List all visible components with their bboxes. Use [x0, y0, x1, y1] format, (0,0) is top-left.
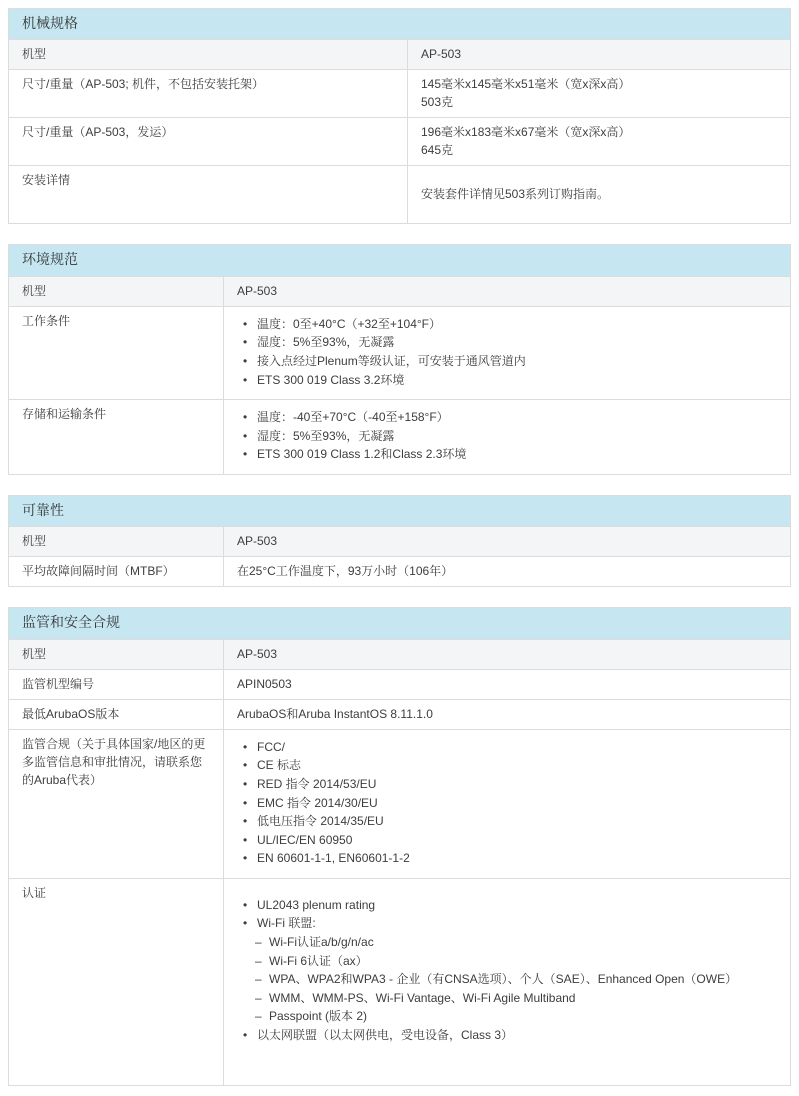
table-row [9, 556, 790, 586]
row-label: 认证 [9, 879, 224, 1085]
row-label: 平均故障间隔时间（MTBF） [9, 557, 224, 586]
bullet-item: • 温度：-40至+70°C（-40至+158°F） [243, 408, 778, 427]
row-value: AP-503 [421, 47, 462, 62]
spec-table-reliability [8, 495, 791, 587]
row-label: 尺寸/重量（AP-503，发运） [9, 118, 408, 165]
row-label: 监管机型编号 [9, 670, 224, 699]
section-title-mechanical: 机械规格 [9, 9, 790, 39]
table-row [9, 729, 790, 878]
spec-table-regulatory [8, 607, 791, 1085]
bullet-item: • EN 60601-1-1, EN60601-1-2 [243, 849, 778, 868]
bullet-item: • 低电压指令 2014/35/EU [243, 812, 778, 831]
row-label: 最低ArubaOS版本 [9, 700, 224, 729]
section-title-regulatory: 监管和安全合规 [9, 608, 790, 638]
bullet-item: • ETS 300 019 Class 1.2和Class 2.3环境 [243, 445, 778, 464]
row-value [224, 307, 790, 399]
row-label: 安装详情 [9, 166, 408, 223]
row-label: 监管合规（关于具体国家/地区的更多监管信息和审批情况，请联系您的Aruba代表） [9, 730, 224, 878]
bullet-item: • 湿度：5%至93%，无凝露 [243, 333, 778, 352]
table-row [9, 526, 790, 556]
section-title-reliability: 可靠性 [9, 496, 790, 526]
row-value [224, 400, 790, 474]
spec-table-environmental [8, 244, 791, 475]
row-value: AP-503 [237, 283, 278, 298]
value-line: 145毫米x145毫米x51毫米（宽x深x高） [421, 77, 631, 92]
table-row [9, 878, 790, 1085]
table-row [9, 69, 790, 117]
table-row [9, 669, 790, 699]
bullet-item: • 湿度：5%至93%，无凝露 [243, 427, 778, 446]
row-label: 机型 [9, 527, 224, 556]
row-value [408, 70, 790, 117]
bullet-item: • RED 指令 2014/53/EU [243, 775, 778, 794]
row-label: 机型 [9, 277, 224, 306]
bullet-item: • CE 标志 [243, 756, 778, 775]
sub-bullet-item: – Wi-Fi 6认证（ax） [243, 952, 778, 971]
bullet-item: • UL/IEC/EN 60950 [243, 831, 778, 850]
table-row [9, 639, 790, 669]
value-line: 196毫米x183毫米x67毫米（宽x深x高） [421, 125, 631, 140]
row-value: 安装套件详情见503系列订购指南。 [421, 187, 610, 202]
bullet-item: • 以太网联盟（以太网供电，受电设备，Class 3） [243, 1026, 778, 1045]
row-value: AP-503 [237, 534, 278, 549]
bullet-item: • 接入点经过Plenum等级认证，可安装于通风管道内 [243, 352, 778, 371]
bullet-item: • FCC/ [243, 738, 778, 757]
row-label: 工作条件 [9, 307, 224, 399]
bullet-item: • Wi-Fi 联盟: [243, 914, 778, 933]
row-value [224, 730, 790, 878]
section-title-environmental: 环境规范 [9, 245, 790, 275]
table-row [9, 117, 790, 165]
bullet-item: • EMC 指令 2014/30/EU [243, 794, 778, 813]
table-row [9, 276, 790, 306]
bullet-item: • ETS 300 019 Class 3.2环境 [243, 371, 778, 390]
bullet-item: • UL2043 plenum rating [243, 896, 778, 915]
row-label: 机型 [9, 640, 224, 669]
row-value: APIN0503 [237, 676, 292, 691]
row-value: AP-503 [237, 646, 278, 661]
table-row [9, 306, 790, 399]
bullet-list [237, 312, 778, 393]
row-value: 在25°C工作温度下，93万小时（106年） [237, 564, 454, 579]
value-line: 503克 [421, 95, 454, 110]
table-row [9, 165, 790, 223]
bullet-item: • 温度：0至+40°C（+32至+104°F） [243, 315, 778, 334]
sub-bullet-item: – Wi-Fi认证a/b/g/n/ac [243, 933, 778, 952]
row-value: ArubaOS和Aruba InstantOS 8.11.1.0 [237, 706, 433, 721]
sub-bullet-item: – Passpoint (版本 2) [243, 1007, 778, 1026]
bullet-list [237, 405, 778, 468]
sub-bullet-item: – WPA、WPA2和WPA3 - 企业（有CNSA选项）、个人（SAE）、Enhanced Open（OWE） [243, 970, 778, 989]
spec-table-mechanical [8, 8, 791, 224]
table-row [9, 39, 790, 69]
row-value [224, 879, 790, 1085]
bullet-list [237, 884, 778, 1079]
row-value [408, 118, 790, 165]
row-label: 存储和运输条件 [9, 400, 224, 474]
row-label: 机型 [9, 40, 408, 69]
row-label: 尺寸/重量（AP-503; 机件，不包括安装托架） [9, 70, 408, 117]
sub-bullet-item: – WMM、WMM-PS、Wi-Fi Vantage、Wi-Fi Agile Multiband [243, 989, 778, 1008]
table-row [9, 699, 790, 729]
bullet-list [237, 735, 778, 872]
table-row [9, 399, 790, 474]
value-line: 645克 [421, 143, 454, 158]
